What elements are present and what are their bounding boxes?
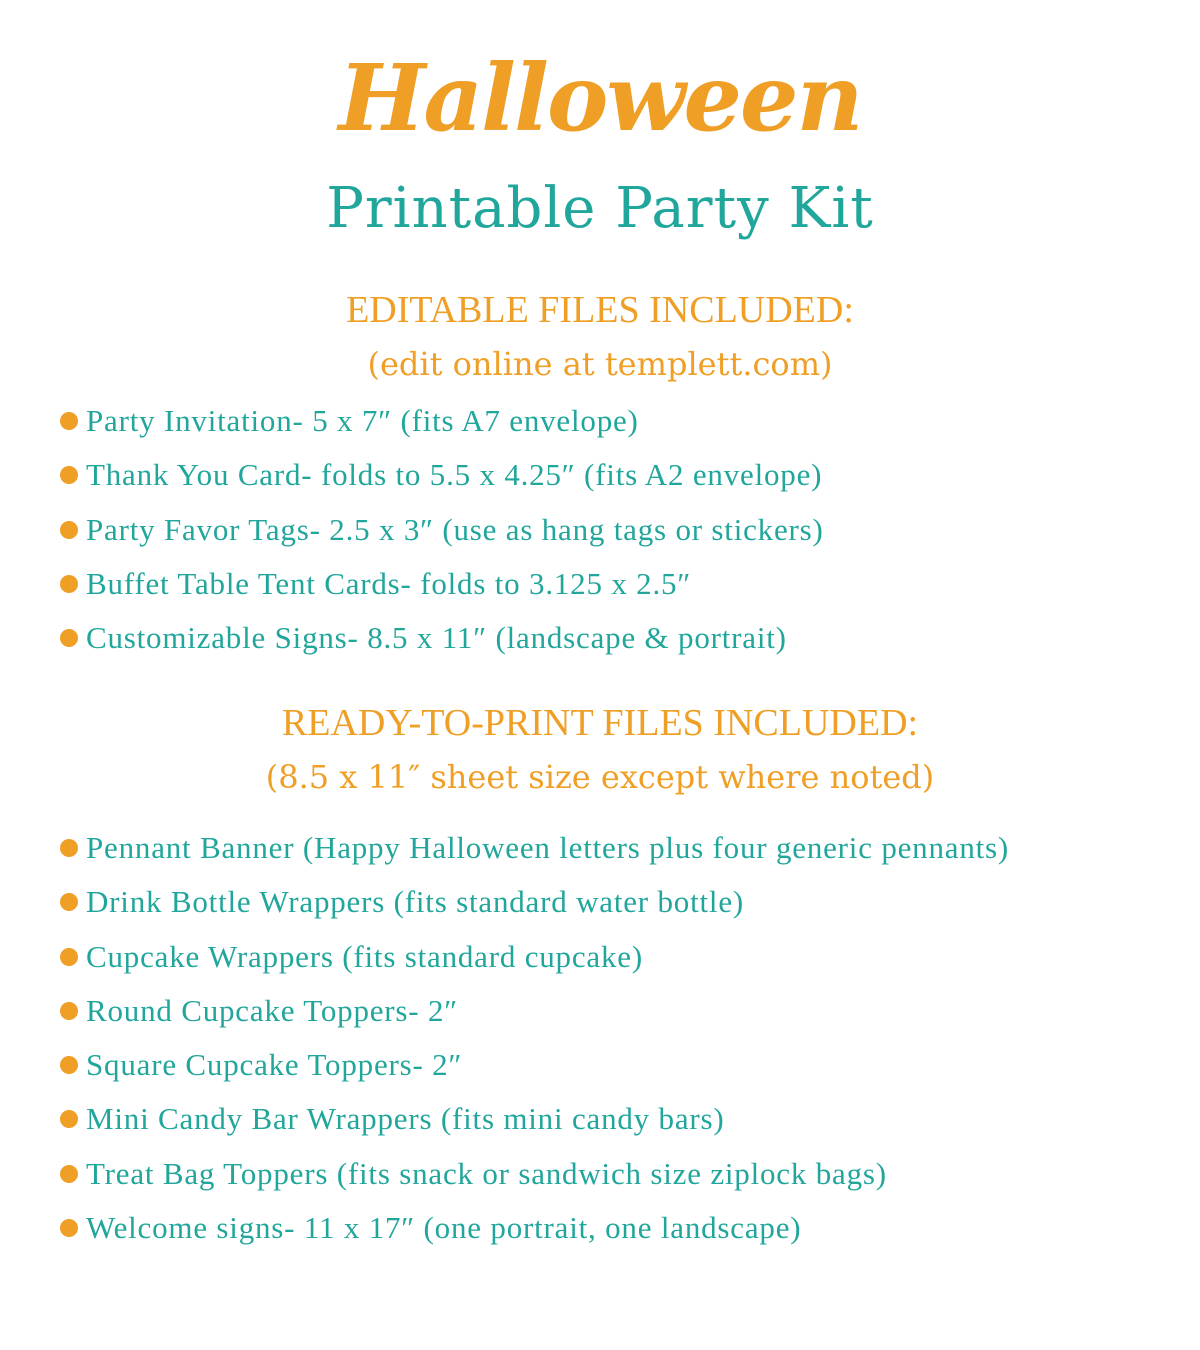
list-item-text: Pennant Banner (Happy Halloween letters plus four generic pennants) <box>86 830 1010 865</box>
ready-to-print-subheading: (8.5 x 11″ sheet size except where noted) <box>265 758 935 796</box>
page-title: Halloween <box>338 44 862 152</box>
list-item-text: Welcome signs- 11 x 17″ (one portrait, one landscape) <box>86 1210 802 1246</box>
list-item <box>60 457 824 511</box>
bullet-icon <box>60 1219 78 1237</box>
list-item <box>60 1210 1009 1264</box>
bullet-icon <box>60 575 78 593</box>
list-item-text: Drink Bottle Wrappers (fits standard water bottle) <box>86 884 745 920</box>
list-item-text: Mini Candy Bar Wrappers (fits mini candy bars) <box>86 1101 725 1137</box>
editable-files-subheading: (edit online at templett.com) <box>367 345 833 383</box>
list-item <box>60 1156 1009 1210</box>
bullet-icon <box>60 1056 78 1074</box>
bullet-icon <box>60 948 78 966</box>
list-item <box>60 993 1009 1047</box>
list-item-text: Treat Bag Toppers (fits snack or sandwich size ziplock bags) <box>86 1155 887 1191</box>
list-item-text: Cupcake Wrappers (fits standard cupcake) <box>86 938 643 974</box>
list-item <box>60 566 824 620</box>
bullet-icon <box>60 1110 78 1128</box>
list-item <box>60 620 824 674</box>
bullet-icon <box>60 1002 78 1020</box>
bullet-icon <box>60 839 78 857</box>
list-item-text: Square Cupcake Toppers- 2″ <box>86 1047 463 1083</box>
ready-to-print-list <box>60 830 1009 1264</box>
list-item <box>60 939 1009 993</box>
editable-files-list <box>60 403 824 674</box>
ready-to-print-heading: READY-TO-PRINT FILES INCLUDED: <box>281 702 919 744</box>
editable-files-heading: EDITABLE FILES INCLUDED: <box>346 289 854 331</box>
list-item-text: Party Favor Tags- 2.5 x 3″ (use as hang tags or stickers) <box>86 511 824 547</box>
list-item <box>60 830 1009 884</box>
list-item <box>60 884 1009 938</box>
list-item-text: Party Invitation- 5 x 7″ (fits A7 envelope) <box>86 403 639 438</box>
bullet-icon <box>60 893 78 911</box>
list-item-text: Buffet Table Tent Cards- folds to 3.125 x 2.5″ <box>86 565 692 601</box>
list-item <box>60 512 824 566</box>
bullet-icon <box>60 1165 78 1183</box>
list-item <box>60 1101 1009 1155</box>
list-item <box>60 403 824 457</box>
list-item <box>60 1047 1009 1101</box>
bullet-icon <box>60 412 78 430</box>
page-subtitle: Printable Party Kit <box>326 176 874 241</box>
bullet-icon <box>60 466 78 484</box>
bullet-icon <box>60 629 78 647</box>
list-item-text: Customizable Signs- 8.5 x 11″ (landscape & portrait) <box>86 620 787 656</box>
list-item-text: Round Cupcake Toppers- 2″ <box>86 992 458 1028</box>
list-item-text: Thank You Card- folds to 5.5 x 4.25″ (fits A2 envelope) <box>86 457 823 493</box>
bullet-icon <box>60 521 78 539</box>
